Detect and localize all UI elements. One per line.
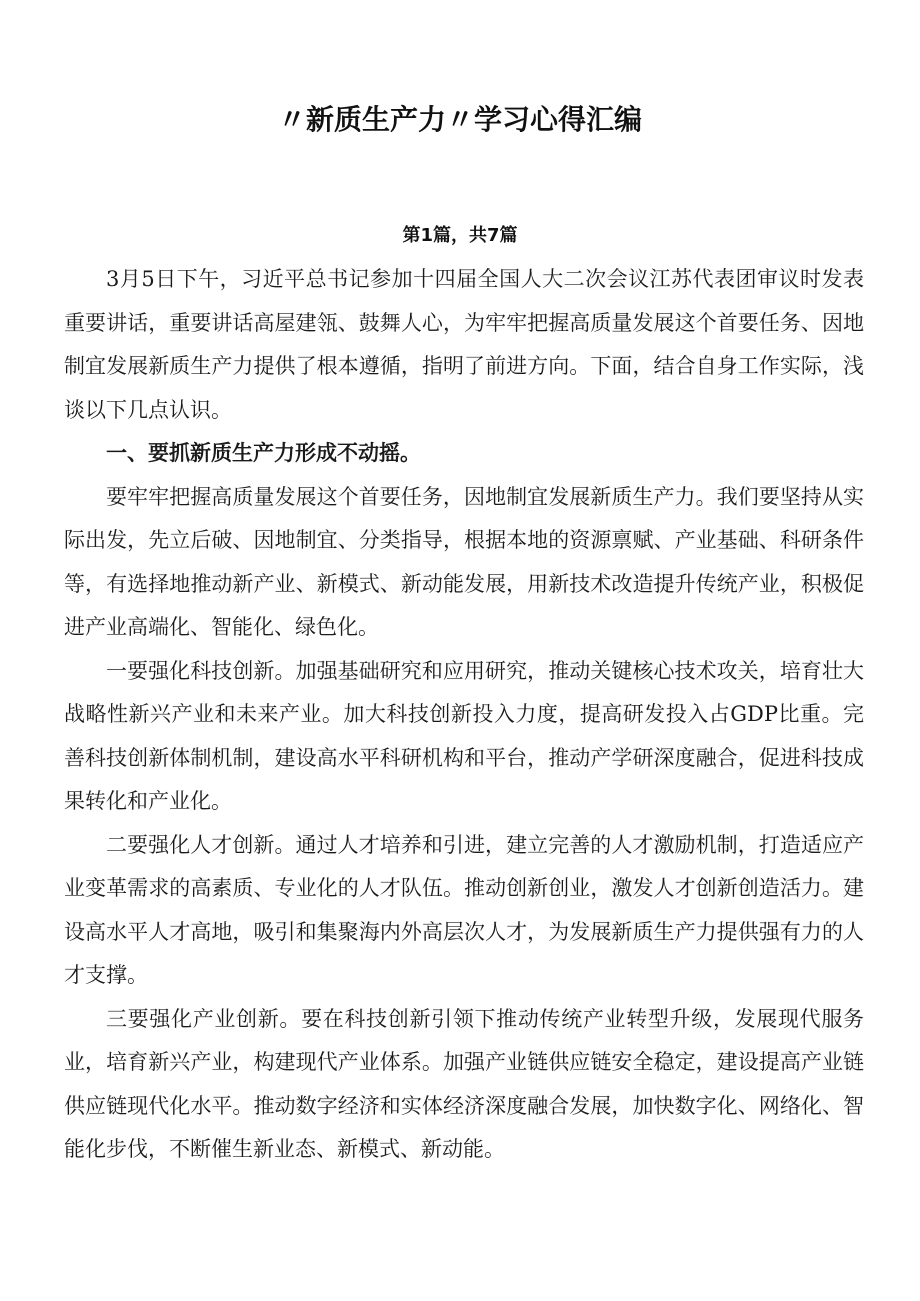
paragraph-intro: 3月5日下午，习近平总书记参加十四届全国人大二次会议江苏代表团审议时发表重要讲话，重要讲话高屋建瓴、鼓舞人心，为牢牢把握高质量发展这个首要任务、因地制宜发展新质生产力提供了根本遵循，指明了前进方向。下面，结合自身工作实际，浅谈以下几点认识。 [64,267,864,422]
document-title: 〃新质生产力〃学习心得汇编 [277,103,642,136]
section-heading: 一、要抓新质生产力形成不动摇。 [106,441,421,465]
paragraph-industry-innovation: 三要强化产业创新。要在科技创新引领下推动传统产业转型升级，发展现代服务业，培育新兴产业，构建现代产业体系。加强产业链供应链安全稳定，建设提高产业链供应链现代化水平。推动数字经济和实体经济深度融合发展，加快数字化、网络化、智能化步伐，不断催生新业态、新模式、新动能。 [64,1006,864,1161]
paragraph: 要牢牢把握高质量发展这个首要任务，因地制宜发展新质生产力。我们要坚持从实际出发，先立后破、因地制宜、分类指导，根据本地的资源禀赋、产业基础、科研条件等，有选择地推动新产业、新模式、新动能发展，用新技术改造提升传统产业，积极促进产业高端化、智能化、绿色化。 [64,484,864,639]
paragraph-tech-innovation: 一要强化科技创新。加强基础研究和应用研究，推动关键核心技术攻关，培育壮大战略性新兴产业和未来产业。加大科技创新投入力度，提高研发投入占GDP比重。完善科技创新体制机制，建设高水平科研机构和平台，推动产学研深度融合，促进科技成果转化和产业化。 [64,658,864,813]
section-label: 第1篇，共7篇 [402,225,518,246]
document-body [64,258,864,1172]
paragraph-talent-innovation: 二要强化人才创新。通过人才培养和引进，建立完善的人才激励机制，打造适应产业变革需求的高素质、专业化的人才队伍。推动创新创业，激发人才创新创造活力。建设高水平人才高地，吸引和集聚海内外高层次人才，为发展新质生产力提供强有力的人才支撑。 [64,832,864,987]
